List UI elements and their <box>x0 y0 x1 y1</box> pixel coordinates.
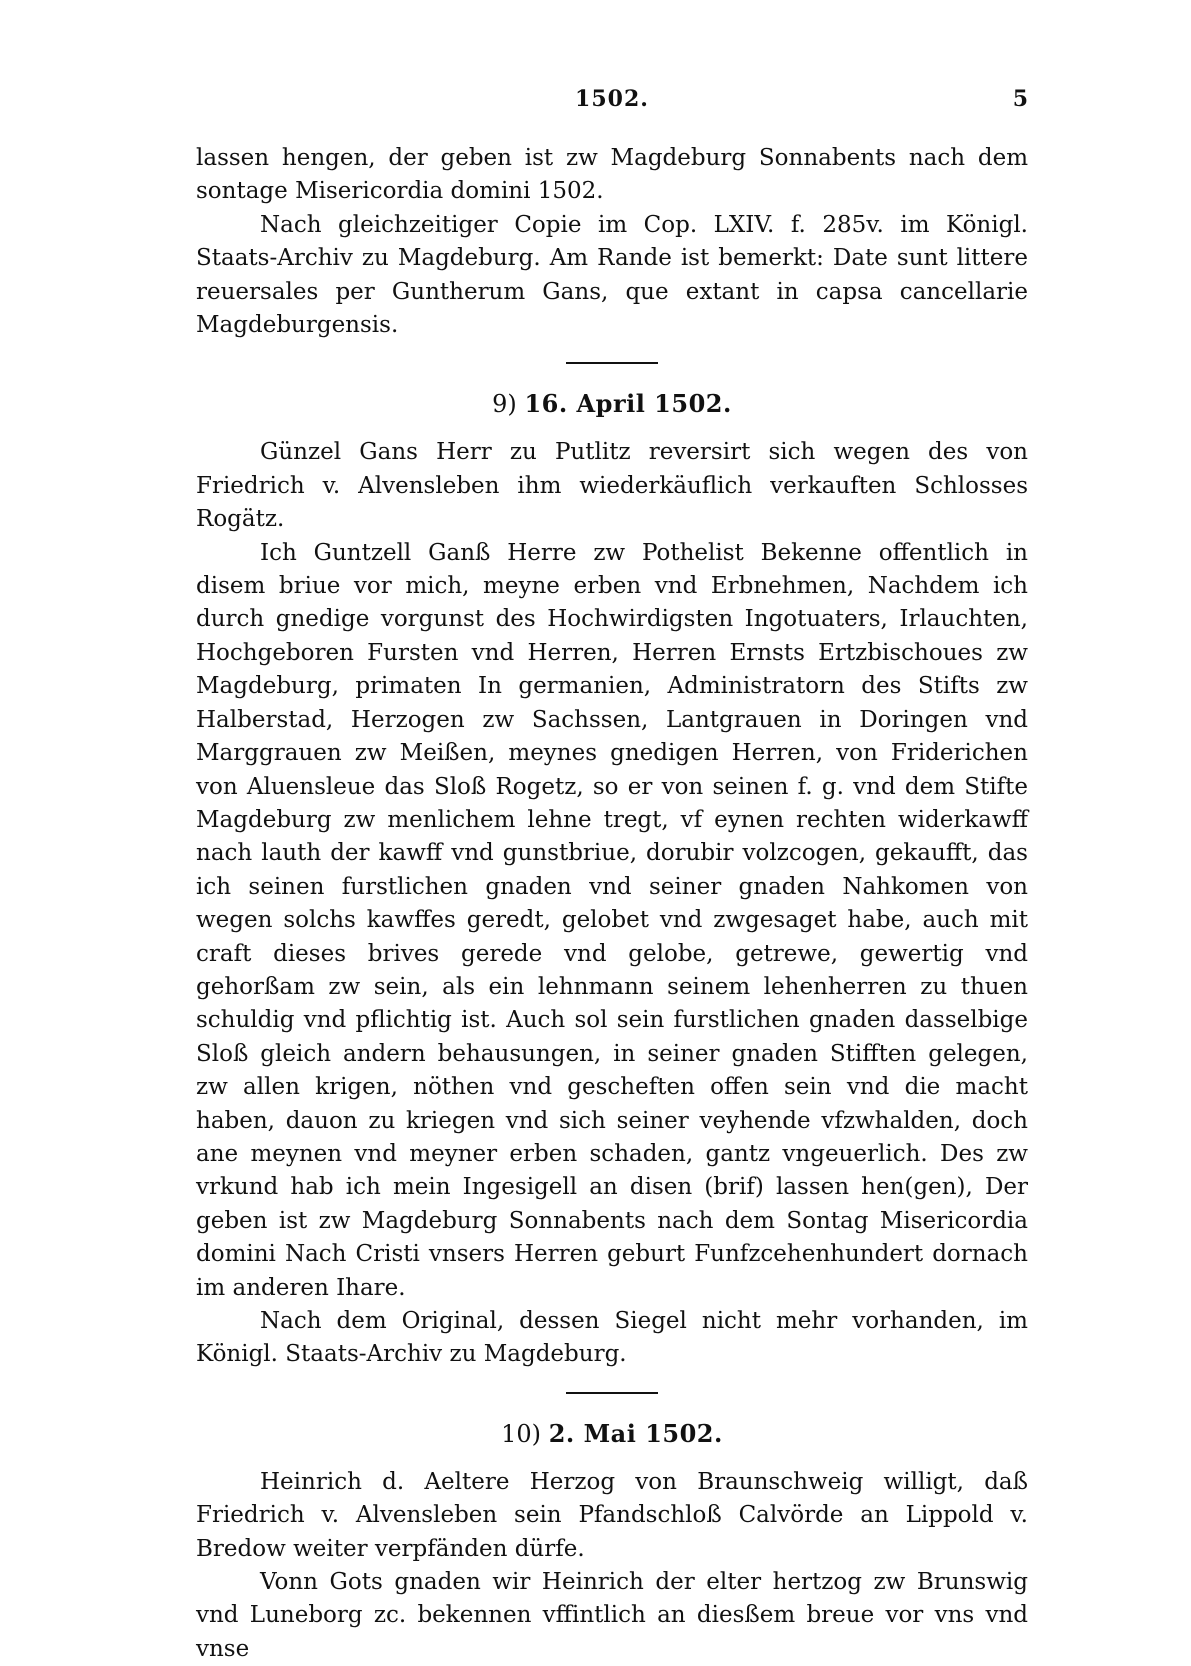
section-10-summary: Heinrich d. Aeltere Herzog von Braunschweig willigt, daß Friedrich v. Alvensleben sein Pfandschloß Calvörde an Lippold v. Bredow weiter verpfänden dürfe. <box>196 1468 1028 1562</box>
running-head <box>196 86 1028 116</box>
section-9-summary: Günzel Gans Herr zu Putlitz reversirt sich wegen des von Friedrich v. Alvensleben ihm wiederkäuflich verkauften Schlosses Rogätz. <box>196 439 1028 533</box>
page-number: 5 <box>1012 86 1028 112</box>
section-9-heading <box>196 384 1028 424</box>
section-10-date: 2. Mai 1502. <box>548 1418 723 1448</box>
section-9-source: Nach dem Original, dessen Siegel nicht mehr vorhanden, im Königl. Staats-Archiv zu Magdeburg. <box>196 1308 1028 1368</box>
paragraph-continuation: lassen hengen, der geben ist zw Magdeburg Sonnabents nach dem sontage Misericordia domini 1502. <box>196 145 1028 205</box>
section-9-number: 9) <box>492 390 517 419</box>
section-9-date: 16. April 1502. <box>524 389 732 419</box>
section-10-text: Vonn Gots gnaden wir Heinrich der elter hertzog zw Brunswig vnd Luneborg zc. bekennen vffintlich an diesßem breue vor vns vnd vnse <box>196 1569 1028 1662</box>
section-10-number: 10) <box>501 1419 542 1448</box>
document-body <box>196 142 1028 1666</box>
section-divider <box>566 362 658 364</box>
paragraph-source-note: Nach gleichzeitiger Copie im Cop. LXIV. f. 285v. im Königl. Staats-Archiv zu Magdeburg. Am Rande ist bemerkt: Date sunt littere reuersales per Guntherum Gans, que extant in capsa cancellarie Magdeburgensis. <box>196 211 1028 339</box>
section-divider <box>566 1392 658 1394</box>
section-9-text: Ich Guntzell Ganß Herre zw Pothelist Bekenne offentlich in disem briue vor mich, meyne erben vnd Erbnehmen, Nachdem ich durch gnedige vorgunst des Hochwirdigsten Ingotuaters, Irlauchten, Hochgeboren Fursten vnd Herren, Herren Ernsts Ertzbischoues zw Magdeburg, primaten In germanien, Administratorn des Stifts zw Halberstad, Herzogen zw Sachssen, Lantgrauen in Doringen vnd Marggrauen zw Meißen, meynes gnedigen Herren, von Friderichen von Aluensleue das Sloß Rogetz, so er von seinen f. g. vnd dem Stifte Magdeburg zw menlichem lehne tregt, vf eynen rechten widerkawff nach lauth der kawff vnd gunstbriue, dorubir volzcogen, gekaufft, das ich seinen furstlichen gnaden vnd seiner gnaden Nahkomen von wegen solchs kawffes geredt, gelobet vnd zwgesaget habe, auch mit craft dieses brives gerede vnd gelobe, getrewe, gewertig vnd gehorßam zw sein, als ein lehnmann seinem lehenherren zu thuen schuldig vnd pflichtig ist. Auch sol sein furstlichen gnaden dasselbige Sloß gleich andern behausungen, in seiner gnaden Stifften gelegen, zw allen krigen, nöthen vnd gescheften offen sein vnd die macht haben, dauon zu kriegen vnd sich seiner veyhende vfzwhalden, doch ane meynen vnd meyner erben schaden, gantz vngeuerlich. Des zw vrkund hab ich mein Ingesigell an disen (brif) lassen hen(gen), Der geben ist zw Magdeburg Sonnabents nach dem Sontag Misericordia domini Nach Cristi vnsers Herren geburt Funfzcehenhundert dornach im anderen Ihare. <box>196 539 1028 1301</box>
running-head-year: 1502. <box>575 86 649 112</box>
section-10-heading <box>196 1414 1028 1454</box>
